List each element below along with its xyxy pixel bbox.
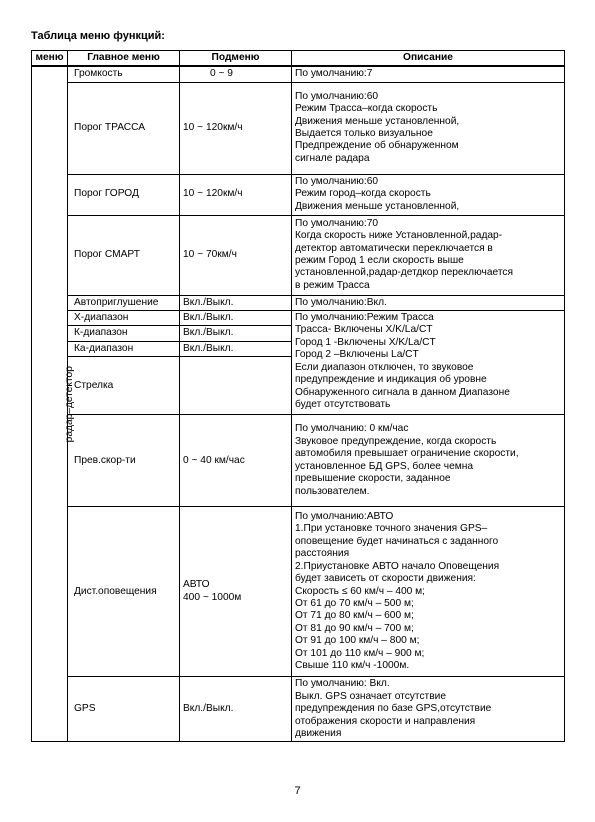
text-line: установленной,радар-детдкор переключается [295,267,513,279]
text-line: Режим город–когда скорость [295,188,431,200]
text-line: Вкл./Выкл. [183,703,234,715]
text-line: Вкл./Выкл. [183,311,234,323]
table-row [32,295,565,310]
page-title: Таблица меню функций: [31,30,165,42]
functions-table [31,50,565,742]
submenu-cell [180,415,292,507]
text-line: Движения меньше установленной, [295,200,460,212]
main-menu-cell: Автоприглушение [68,295,180,310]
category-cell [32,66,75,742]
text-line: Режим Трасса–когда скорость [295,103,438,115]
main-menu-cell: Стрелка [68,357,180,415]
text-line: По умолчанию: Вкл. [295,678,390,690]
table-row [32,66,565,82]
text-line: 0 ~ 40 км/час [183,454,245,466]
text-line: По умолчанию:60 [295,90,379,102]
table-row [32,174,565,215]
text-line: 10 ~ 120км/ч [183,121,243,133]
text-line: детектор автоматически переключается в [295,242,493,254]
submenu-cell [180,295,292,310]
text-line: От 101 до 110 км/ч – 900 м; [295,647,425,659]
description-cell [292,215,565,295]
text-line: сигнале радара [295,152,370,164]
main-menu-cell: Прев.скор-ти [68,415,180,507]
submenu-cell [180,357,292,415]
text-line: По умолчанию:70 [295,217,379,229]
main-menu-cell: К-диапазон [68,326,180,341]
table-row [32,677,565,742]
text-line: движения [295,728,342,739]
text-line: Вкл./Выкл. [183,296,234,308]
text-line: Вкл./Выкл. [183,342,234,354]
main-menu-cell: Ка-диапазон [68,341,180,356]
text-line: По умолчанию:Вкл. [295,296,387,308]
text-line: Предпреждение об обнаруженном [295,140,459,152]
description-cell [292,66,565,82]
text-line: По умолчанию:Режим Трасса [295,311,434,323]
submenu-cell [180,215,292,295]
submenu-cell [180,82,292,174]
table-header-row [32,51,565,67]
text-line: пользователем. [295,485,370,497]
text-line: отображения скорости и направления [295,715,476,727]
submenu-cell [180,310,292,325]
page-number: 7 [294,785,301,797]
table-body [32,66,565,742]
text-line: Движения меньше установленной, [295,115,460,127]
text-line: Скорость ≤ 60 км/ч – 400 м; [295,585,425,597]
text-line: От 71 до 80 км/ч – 600 м; [295,610,414,622]
submenu-cell [180,341,292,356]
text-line: автомобиля превышает ограничение скорости, [295,448,519,460]
text-line: По умолчанию:7 [295,68,373,80]
text-line: Город 2 –Включены La/CT [295,349,419,361]
text-line: будет зависеть от скорости движения: [295,573,476,585]
main-menu-cell: Порог ГОРОД [68,174,180,215]
submenu-cell [180,66,292,82]
text-line: 0 ~ 9 [210,68,233,80]
text-line: оповещение будет начинаться с заданного [295,535,499,547]
text-line: расстояния [295,548,350,560]
main-menu-cell: Х-диапазон [68,310,180,325]
submenu-cell [180,677,292,742]
submenu-cell [180,326,292,341]
text-line: От 91 до 100 км/ч – 800 м; [295,635,420,647]
header-submenu: Подменю [180,51,292,67]
text-line: АВТО [183,579,210,591]
description-cell [292,677,565,742]
text-line: предупреждение и индикация об уровне [295,374,487,386]
text-line: Свыше 110 км/ч -1000м. [295,660,410,672]
main-menu-cell: Громкость [68,66,180,82]
text-line: Звуковое предупреждение, когда скорость [295,435,497,447]
text-line: От 61 до 70 км/ч – 500 м; [295,597,414,609]
text-line: По умолчанию: 0 км/час [295,423,409,435]
submenu-cell [180,174,292,215]
description-cell [292,174,565,215]
main-menu-cell: GPS [68,677,180,742]
text-line: установленное БД GPS, более чемна [295,460,474,472]
submenu-cell [180,507,292,677]
text-line: превышение скорости, заданное [295,473,451,485]
text-line: Трасса- Включены X/K/La/CT [295,324,433,336]
text-line: в режим Трасса [295,279,370,291]
header-description: Описание [292,51,565,67]
text-line: 2.Приустановке АВТО начало Оповещения [295,560,500,572]
text-line: От 81 до 90 км/ч – 700 м; [295,622,414,634]
main-menu-cell: Дист.оповещения [68,507,180,677]
header-main-menu: Главное меню [68,51,180,67]
text-line: будет отсутствовать [295,399,391,410]
text-line: 10 ~ 70км/ч [183,248,237,260]
band-description-cell [292,310,565,414]
text-line: 1.При установке точного значения GPS– [295,523,488,535]
main-menu-cell: Порог СМАРТ [68,215,180,295]
text-line: Когда скорость ниже Установленной,радар- [295,230,503,242]
text-line: Выкл. GPS означает отсутствие [295,690,446,702]
text-line: 10 ~ 120км/ч [183,188,243,200]
description-cell [292,507,565,677]
description-cell [292,295,565,310]
text-line: Обнаруженного сигнала в данном Диапазоне [295,386,510,398]
text-line: По умолчанию:АВТО [295,510,394,522]
description-cell [292,415,565,507]
text-line: Выдается только визуальное [295,128,433,139]
main-menu-cell: Порог ТРАССА [68,82,180,174]
table-row [32,310,565,325]
text-line: Вкл./Выкл. [183,327,234,339]
text-line: Если диапазон отключен, то звуковое [295,361,474,373]
text-line: режим Город 1 если скорость выше [295,255,464,266]
header-menu: меню [32,51,68,67]
table-row [32,82,565,174]
text-line: предупреждения по базе GPS,отсутствие [295,703,492,715]
table-row [32,507,565,677]
table-row [32,415,565,507]
category-label: радар–детектор [63,366,75,443]
text-line: По умолчанию:60 [295,175,379,187]
text-line: 400 ~ 1000м [183,591,242,603]
text-line: Город 1 -Включены X/K/La/CT [295,336,436,348]
table-row [32,215,565,295]
description-cell [292,82,565,174]
